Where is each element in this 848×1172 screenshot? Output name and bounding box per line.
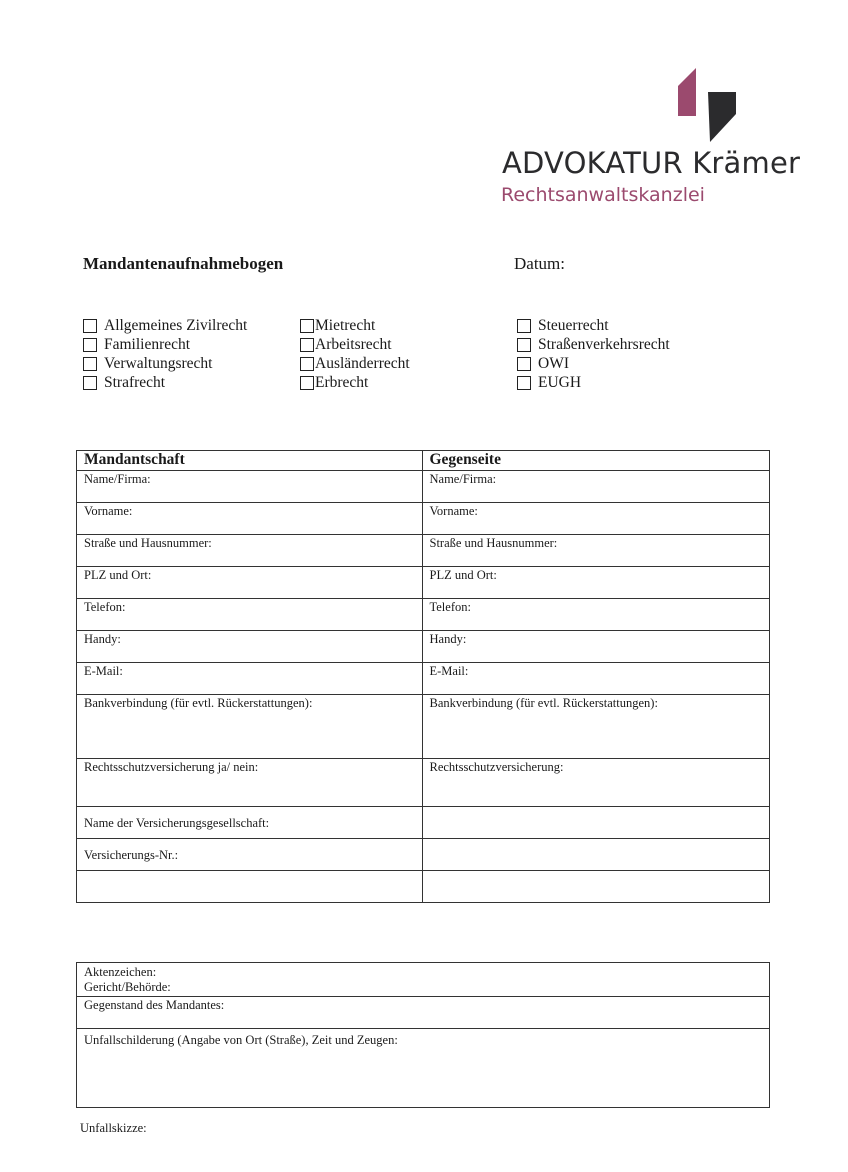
field-label: Rechtsschutzversicherung ja/ nein: <box>84 760 259 774</box>
category-checkbox[interactable] <box>517 374 581 393</box>
mandant-field[interactable] <box>77 535 423 567</box>
checkbox-label: Mietrecht <box>315 316 376 334</box>
category-checkbox[interactable] <box>300 374 368 393</box>
gegenseite-field[interactable] <box>422 471 770 503</box>
mandant-field[interactable] <box>77 807 423 839</box>
mandant-field[interactable] <box>77 503 423 535</box>
category-checkbox[interactable] <box>83 374 165 393</box>
sketch-label: Unfallskizze: <box>80 1121 147 1135</box>
field-label: Versicherungs-Nr.: <box>84 848 179 862</box>
checkbox-label: Allgemeines Zivilrecht <box>104 316 248 334</box>
checkbox-label: Straßenverkehrsrecht <box>538 335 670 353</box>
checkbox-icon[interactable] <box>517 338 531 352</box>
checkbox-label: Strafrecht <box>104 374 166 392</box>
logo-subtitle: Rechtsanwaltskanzlei <box>501 184 705 206</box>
unfall-label: Unfallschilderung (Angabe von Ort (Straße), Zeit und Zeugen: <box>84 1033 398 1047</box>
checkbox-icon[interactable] <box>83 319 97 333</box>
table-row <box>77 631 770 663</box>
parties-table <box>76 450 770 903</box>
aktenzeichen-field[interactable] <box>77 963 770 997</box>
field-label: E-Mail: <box>429 664 469 678</box>
field-label: Vorname: <box>429 504 478 518</box>
checkbox-icon[interactable] <box>83 338 97 352</box>
table-row <box>77 567 770 599</box>
field-label: E-Mail: <box>84 664 123 678</box>
gegenseite-field[interactable] <box>422 535 770 567</box>
category-checkbox[interactable] <box>83 316 247 335</box>
table-row <box>77 695 770 759</box>
logo-name: ADVOKATUR Krämer <box>502 146 801 180</box>
category-checkbox[interactable] <box>300 335 392 354</box>
case-table <box>76 962 770 1108</box>
gegenseite-field[interactable] <box>422 759 770 807</box>
gegenseite-field[interactable] <box>422 807 770 839</box>
field-label: Bankverbindung (für evtl. Rückerstattungen): <box>84 696 313 710</box>
checkbox-icon[interactable] <box>300 357 314 371</box>
category-checkbox[interactable] <box>300 316 375 335</box>
checkbox-icon[interactable] <box>517 357 531 371</box>
table-row <box>77 871 770 903</box>
checkbox-icon[interactable] <box>517 376 531 390</box>
mandant-field[interactable] <box>77 567 423 599</box>
checkbox-label: Erbrecht <box>315 374 369 392</box>
category-checkbox[interactable] <box>517 335 670 354</box>
category-checkbox[interactable] <box>517 355 569 374</box>
gegenstand-label: Gegenstand des Mandantes: <box>84 998 225 1012</box>
checkbox-icon[interactable] <box>83 357 97 371</box>
field-label: Rechtsschutzversicherung: <box>429 760 564 774</box>
checkbox-icon[interactable] <box>300 319 314 333</box>
gericht-label: Gericht/Behörde: <box>84 980 171 994</box>
field-label: Straße und Hausnummer: <box>429 536 558 550</box>
logo-mark-icon <box>670 64 742 144</box>
field-label: Name/Firma: <box>84 472 151 486</box>
gegenseite-field[interactable] <box>422 503 770 535</box>
mandant-field[interactable] <box>77 599 423 631</box>
mandantschaft-header: Mandantschaft <box>77 451 423 471</box>
gegenseite-header: Gegenseite <box>422 451 770 471</box>
gegenstand-field[interactable] <box>77 997 770 1029</box>
table-row <box>77 535 770 567</box>
gegenseite-field[interactable] <box>422 631 770 663</box>
table-row <box>77 599 770 631</box>
mandant-field[interactable] <box>77 695 423 759</box>
mandant-field[interactable] <box>77 759 423 807</box>
field-label: PLZ und Ort: <box>429 568 497 582</box>
field-label: PLZ und Ort: <box>84 568 152 582</box>
gegenseite-field[interactable] <box>422 567 770 599</box>
field-label: Handy: <box>429 632 467 646</box>
gegenseite-field[interactable] <box>422 871 770 903</box>
gegenseite-field[interactable] <box>422 839 770 871</box>
category-checkbox[interactable] <box>517 316 609 335</box>
field-label: Name/Firma: <box>429 472 497 486</box>
form-title: Mandantenaufnahmebogen <box>83 254 284 273</box>
checkbox-label: Arbeitsrecht <box>315 335 392 353</box>
table-row <box>77 839 770 871</box>
checkbox-icon[interactable] <box>300 338 314 352</box>
checkbox-label: EUGH <box>538 374 582 392</box>
checkbox-icon[interactable] <box>300 376 314 390</box>
mandant-field[interactable] <box>77 471 423 503</box>
field-label: Handy: <box>84 632 121 646</box>
category-checkbox[interactable] <box>83 355 212 374</box>
unfall-field[interactable] <box>77 1029 770 1108</box>
table-row <box>77 759 770 807</box>
table-row <box>77 471 770 503</box>
checkbox-icon[interactable] <box>83 376 97 390</box>
checkbox-icon[interactable] <box>517 319 531 333</box>
mandant-field[interactable] <box>77 631 423 663</box>
gegenseite-field[interactable] <box>422 695 770 759</box>
mandant-field[interactable] <box>77 871 423 903</box>
field-label: Straße und Hausnummer: <box>84 536 212 550</box>
gegenseite-field[interactable] <box>422 663 770 695</box>
category-checkbox[interactable] <box>83 335 190 354</box>
gegenseite-field[interactable] <box>422 599 770 631</box>
date-label: Datum: <box>514 254 565 273</box>
mandant-field[interactable] <box>77 839 423 871</box>
mandant-field[interactable] <box>77 663 423 695</box>
field-label: Telefon: <box>84 600 126 614</box>
field-label: Vorname: <box>84 504 133 518</box>
table-row <box>77 807 770 839</box>
field-label: Telefon: <box>429 600 471 614</box>
checkbox-label: Familienrecht <box>104 335 191 353</box>
field-label: Name der Versicherungsgesellschaft: <box>84 816 270 830</box>
checkbox-label: Steuerrecht <box>538 316 609 334</box>
aktenzeichen-label: Aktenzeichen: <box>84 965 157 979</box>
category-checkbox[interactable] <box>300 355 410 374</box>
checkbox-label: Ausländerrecht <box>315 355 410 373</box>
table-row <box>77 663 770 695</box>
checkbox-label: Verwaltungsrecht <box>104 355 213 373</box>
field-label: Bankverbindung (für evtl. Rückerstattungen): <box>429 696 658 710</box>
checkbox-label: OWI <box>538 355 569 373</box>
table-row <box>77 503 770 535</box>
